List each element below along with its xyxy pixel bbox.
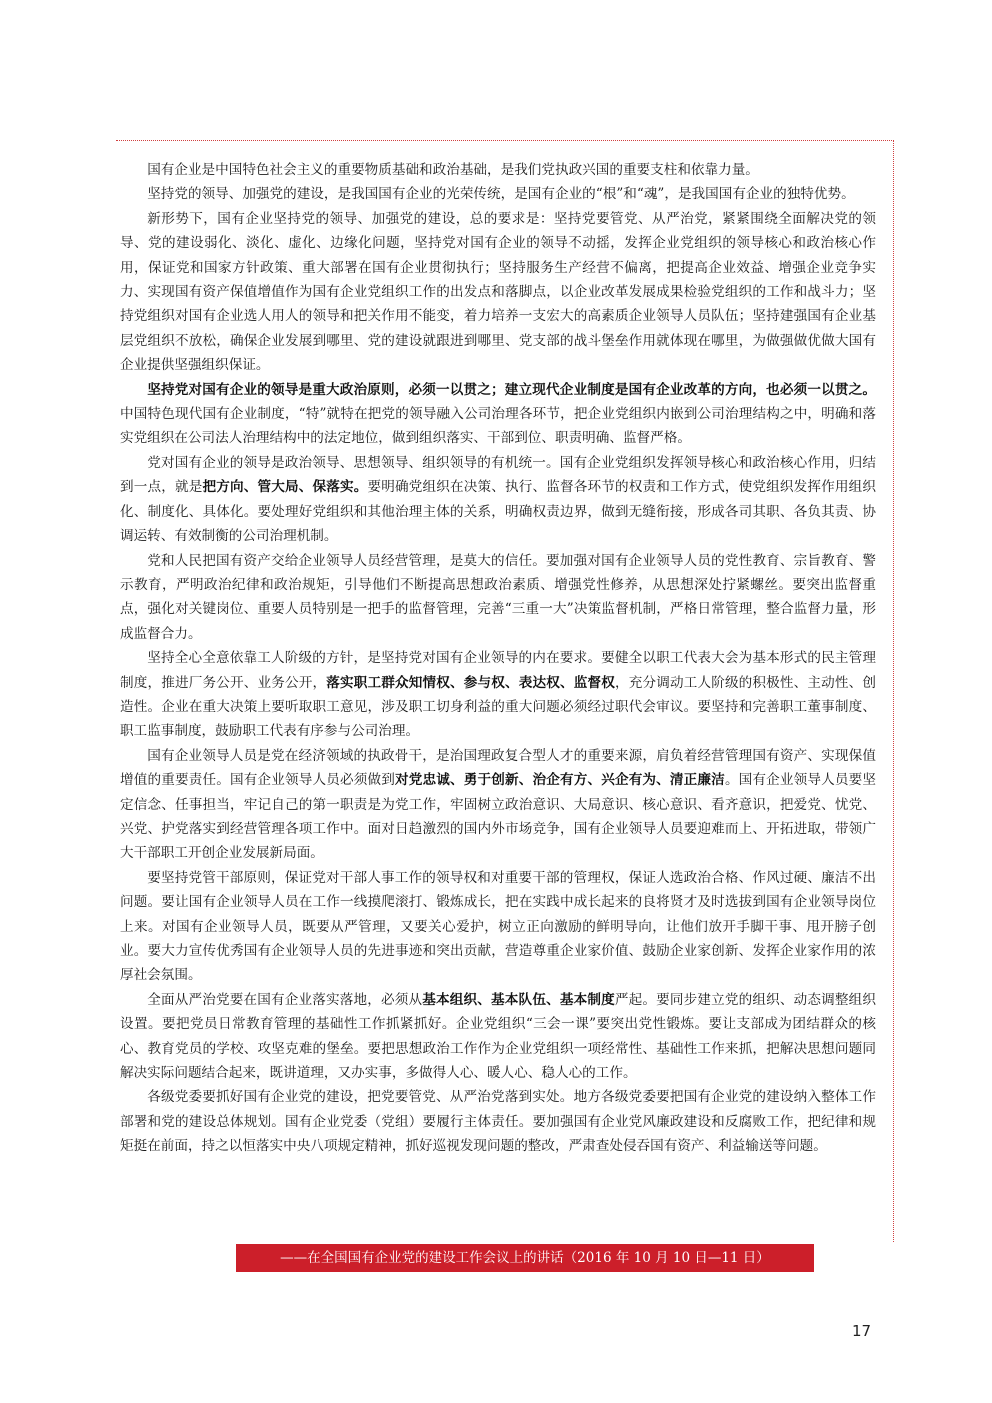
article-body xyxy=(120,158,876,1159)
paragraph-text: 各级党委要抓好国有企业党的建设，把党要管党、从严治党落到实处。地方各级党委要把国有企业党的建设纳入整体工作部署和党的建设总体规划。国有企业党委（党组）要履行主体责任。要加强国有企业党风廉政建设和反腐败工作，把纪律和规矩挺在前面，持之以恒落实中央八项规定精神，抓好巡视发现问题的整改，严肃查处侵吞国有资产、利益输送等问题。 xyxy=(120,1089,876,1155)
paragraph-text: 坚持党的领导、加强党的建设，是我国国有企业的光荣传统，是国有企业的“根”和“魂”，是我国国有企业的独特优势。 xyxy=(147,186,855,203)
paragraph-text: ，充分调动工人阶级的积极性、主动性、创造性。企业在重大决策上要听取职工意见，涉及职工切身利益的重大问题必须经过职代会审议。要坚持和完善职工董事制度、职工监事制度，鼓励职工代表有序参与公司治理。 xyxy=(120,674,877,740)
paragraph xyxy=(120,378,876,451)
paragraph xyxy=(120,207,876,378)
paragraph xyxy=(120,866,876,988)
paragraph xyxy=(120,549,876,647)
paragraph-text: 党和人民把国有资产交给企业领导人员经营管理，是莫大的信任。要加强对国有企业领导人员的党性教育、宗旨教育、警示教育，严明政治纪律和政治规矩，引导他们不断提高思想政治素质、增强党性修养，从思想深处拧紧螺丝。要突出监督重点，强化对关键岗位、重要人员特别是一把手的监督管理，完善“三重一大”决策监督机制，严格日常管理，整合监督力量，形成监督合力。 xyxy=(120,552,876,642)
paragraph xyxy=(120,182,876,206)
paragraph-text: 新形势下，国有企业坚持党的领导、加强党的建设，总的要求是：坚持党要管党、从严治党，紧紧围绕全面解决党的领导、党的建设弱化、淡化、虚化、边缘化问题，坚持党对国有企业的领导不动摇，发挥企业党组织的领导核心和政治核心作用，保证党和国家方针政策、重大部署在国有企业贯彻执行；坚持服务生产经营不偏离，把提高企业效益、增强企业竞争实力、实现国有资产保值增值作为国有企业党组织工作的出发点和落脚点，以企业改革发展成果检验党组织的工作和战斗力；坚持党组织对国有企业选人用人的领导和把关作用不能变，着力培养一支宏大的高素质企业领导人员队伍；坚持建强国有企业基层党组织不放松，确保企业发展到哪里、党的建设就跟进到哪里、党支部的战斗堡垒作用就体现在哪里，为做强做优做大国有企业提供坚强组织保证。 xyxy=(120,210,876,374)
speech-source-banner xyxy=(236,1244,814,1272)
paragraph-text: 国有企业领导人员是党在经济领域的执政骨干，是治国理政复合型人才的重要来源，肩负着经营管理国有资产、实现保值增值的重要责任。国有企业领导人员必须做到 xyxy=(120,747,876,789)
emphasis-text: 坚持党对国有企业的领导是重大政治原则，必须一以贯之；建立现代企业制度是国有企业改革的方向，也必须一以贯之。 xyxy=(147,381,876,398)
paragraph xyxy=(120,646,876,744)
paragraph xyxy=(120,1085,876,1158)
paragraph-text: 严起。要同步建立党的组织、动态调整组织设置。要把党员日常教育管理的基础性工作抓紧抓好。企业党组织“三会一课”要突出党性锻炼。要让支部成为团结群众的核心、教育党员的学校、攻坚克难的堡垒。要把思想政治工作作为企业党组织一项经常性、基础性工作来抓，把解决思想问题同解决实际问题结合起来，既讲道理，又办实事，多做得人心、暖人心、稳人心的工作。 xyxy=(120,991,877,1082)
paragraph-text: 国有企业是中国特色社会主义的重要物质基础和政治基础，是我们党执政兴国的重要支柱和依靠力量。 xyxy=(147,162,759,178)
speech-source-text: ——在全国国有企业党的建设工作会议上的讲话（2016 年 10 月 10 日—11 日） xyxy=(280,1250,770,1266)
paragraph-text: 全面从严治党要在国有企业落实落地，必须从 xyxy=(147,991,423,1008)
paragraph xyxy=(120,158,876,182)
paragraph-text: 要坚持党管干部原则，保证党对干部人事工作的领导权和对重要干部的管理权，保证人选政治合格、作风过硬、廉洁不出问题。要让国有企业领导人员在工作一线摸爬滚打、锻炼成长，把在实践中成长起来的良将贤才及时选拔到国有企业领导岗位上来。对国有企业领导人员，既要从严管理，又要关心爱护，树立正向激励的鲜明导向，让他们放开手脚干事、甩开膀子创业。要大力宣传优秀国有企业领导人员的先进事迹和突出贡献，营造尊重企业家价值、鼓励企业家创新、发挥企业家作用的浓厚社会氛围。 xyxy=(120,869,876,984)
paragraph-text: 要明确党组织在决策、执行、监督各环节的权责和工作方式，使党组织发挥作用组织化、制度化、具体化。要处理好党组织和其他治理主体的关系，明确权责边界，做到无缝衔接，形成各司其职、各负其责、协调运转、有效制衡的公司治理机制。 xyxy=(120,479,877,545)
paragraph xyxy=(120,451,876,549)
paragraph-text: 坚持全心全意依靠工人阶级的方针，是坚持党对国有企业领导的内在要求。要健全以职工代表大会为基本形式的民主管理制度，推进厂务公开、业务公开， xyxy=(120,650,876,691)
emphasis-text: 落实职工群众知情权、参与权、表达权、监督权 xyxy=(326,674,615,691)
paragraph-text: 。国有企业领导人员要坚定信念、任事担当，牢记自己的第一职责是为党工作，牢固树立政治意识、大局意识、核心意识、看齐意识，把爱党、忧党、兴党、护党落实到经营管理各项工作中。面对日趋激烈的国内外市场竞争，国有企业领导人员要迎难而上、开拓进取，带领广大干部职工开创企业发展新局面。 xyxy=(120,772,877,862)
page-number: 17 xyxy=(852,1322,872,1340)
paragraph-text: 党对国有企业的领导是政治领导、思想领导、组织领导的有机统一。国有企业党组织发挥领导核心和政治核心作用，归结到一点，就是 xyxy=(120,454,876,496)
paragraph xyxy=(120,988,876,1086)
emphasis-text: 把方向、管大局、保落实。 xyxy=(202,479,368,496)
paragraph-text: 中国特色现代国有企业制度，“特”就特在把党的领导融入公司治理各环节，把企业党组织内嵌到公司治理结构之中，明确和落实党组织在公司法人治理结构中的法定地位，做到组织落实、干部到位、职责明确、监督严格。 xyxy=(120,406,876,447)
emphasis-text: 基本组织、基本队伍、基本制度 xyxy=(422,991,615,1008)
paragraph xyxy=(120,744,876,866)
emphasis-text: 对党忠诚、勇于创新、治企有方、兴企有为、清正廉洁 xyxy=(394,772,725,789)
